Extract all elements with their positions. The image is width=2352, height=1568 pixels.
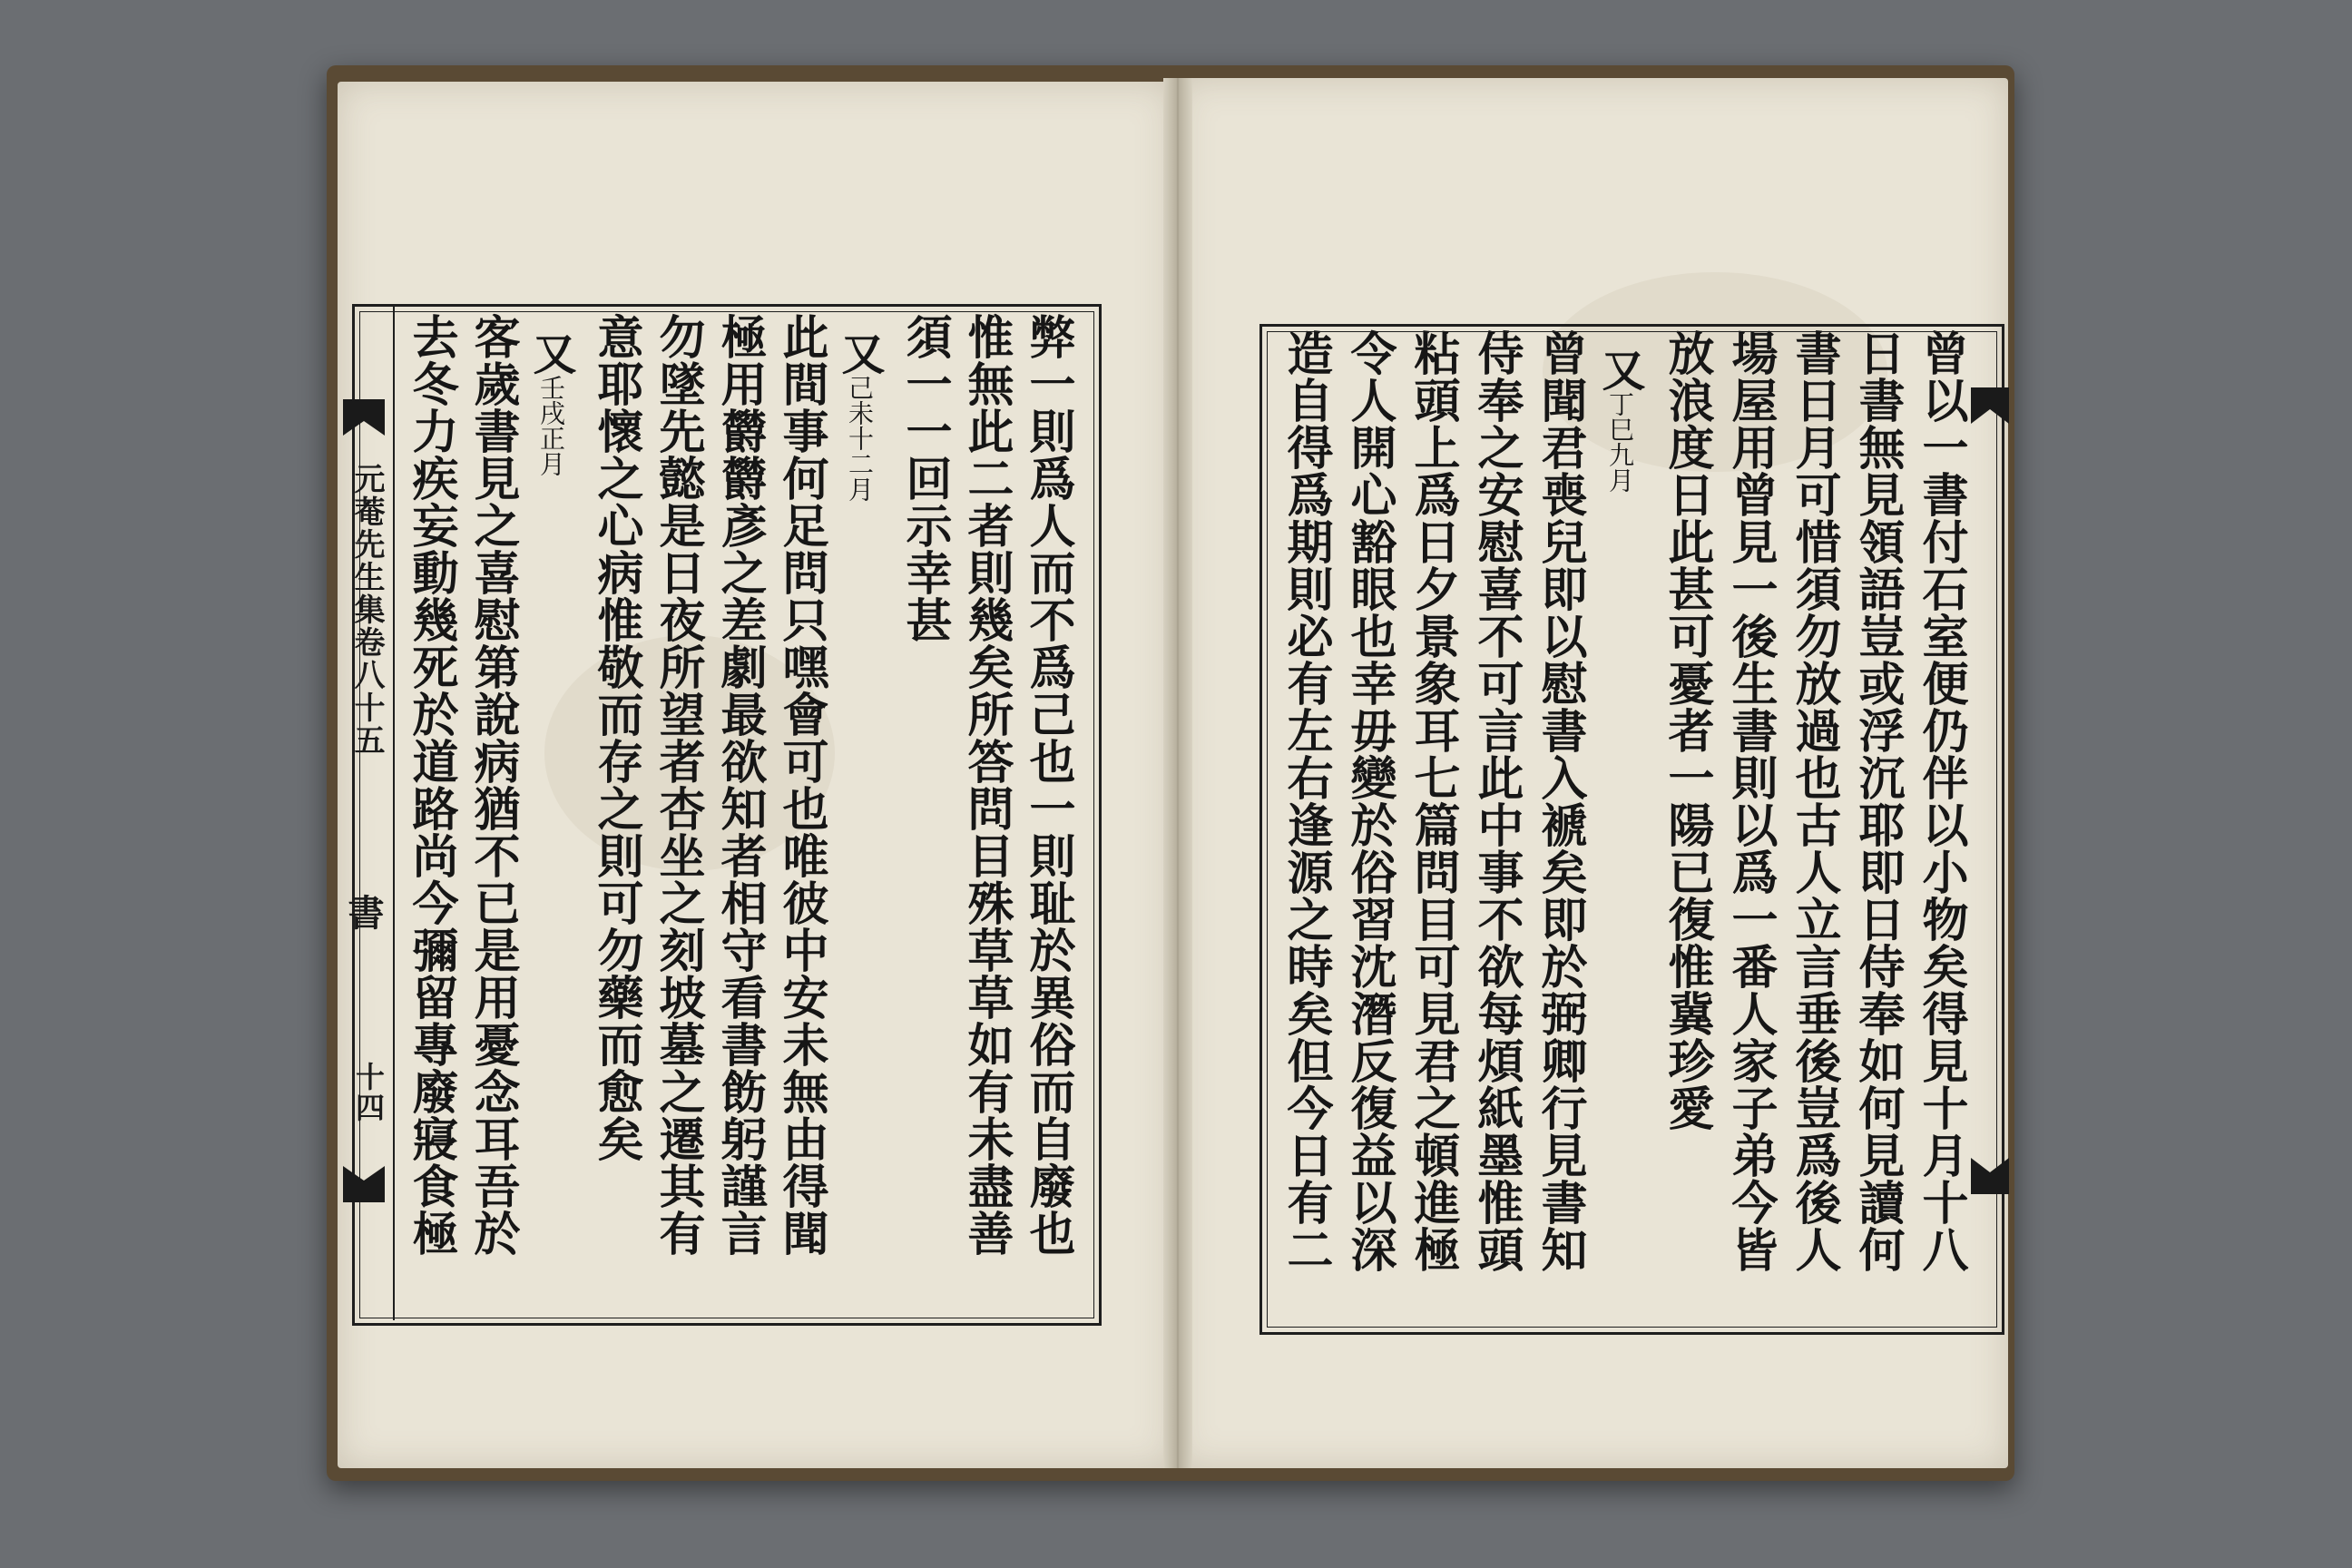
- right-column-9: 粘頭上爲日夕景象耳七篇問目可見君之頓進極: [1406, 329, 1460, 1273]
- right-column-7: 曾聞君喪兒即以慰書入褫矣即於弼卿行見書知: [1533, 329, 1587, 1273]
- left-column-7: 勿墜先懿是日夜所望者杏坐之刻坡墓之遷其有: [651, 313, 705, 1257]
- left-column-2: 惟無此二者則幾矣所答問目殊草草如有未盡善: [959, 313, 1014, 1257]
- right-column-5: 放浪度日此甚可憂者一陽已復惟冀珍愛: [1660, 329, 1714, 1132]
- left-heading-2: 又壬戌正月: [525, 331, 576, 476]
- left-column-3: 須一一回示幸甚: [897, 313, 952, 643]
- section-label: 書: [342, 894, 385, 932]
- right-column-2: 日書無見領語豈或浮沉耶即日侍奉如何見讀何: [1850, 329, 1905, 1273]
- right-column-8: 侍奉之安慰喜不可言此中事不欲每煩紙墨惟頭: [1469, 329, 1524, 1273]
- right-column-1: 曾以一書付石室便仍伴以小物矣得見十月十八: [1914, 329, 1968, 1273]
- left-column-11: 去冬力疾妄動幾死於道路尚今彌留專廢寢食極: [404, 313, 458, 1257]
- right-column-11: 造自得爲期則必有左右逢源之時矣但今日有二: [1279, 329, 1333, 1273]
- left-column-1: 弊一則爲人而不爲己也一則耻於異俗而自廢也: [1021, 313, 1075, 1257]
- left-column-5: 此間事何足問只嘿會可也唯彼中安未無由得聞: [774, 313, 828, 1257]
- right-column-10: 令人開心豁眼也幸毋變於俗習沈潛反復益以深: [1342, 329, 1396, 1273]
- right-column-4: 場屋用曾見一後生書則以爲一番人家子弟今皆: [1723, 329, 1778, 1273]
- page-number: 十四: [351, 1062, 386, 1123]
- left-column-8: 意耶懷之心病惟敬而存之則可勿藥而愈矣: [589, 313, 643, 1162]
- left-column-10: 客歲書見之喜慰第說病猶不已是用憂念耳吾於: [466, 313, 520, 1257]
- book-gutter: [1163, 78, 1192, 1468]
- left-heading-1: 又己未十二月: [834, 331, 885, 502]
- left-column-6: 極用欝欝彥之差劇最欲知者相守看書飭躬謹言: [712, 313, 767, 1257]
- center-column: [340, 304, 395, 1320]
- right-heading-1: 又丁巳九月: [1594, 348, 1645, 493]
- book-title: 元菴先生集卷八十五: [348, 463, 385, 757]
- right-column-3: 書日月可惜須勿放過也古人立言垂後豈爲後人: [1787, 329, 1841, 1273]
